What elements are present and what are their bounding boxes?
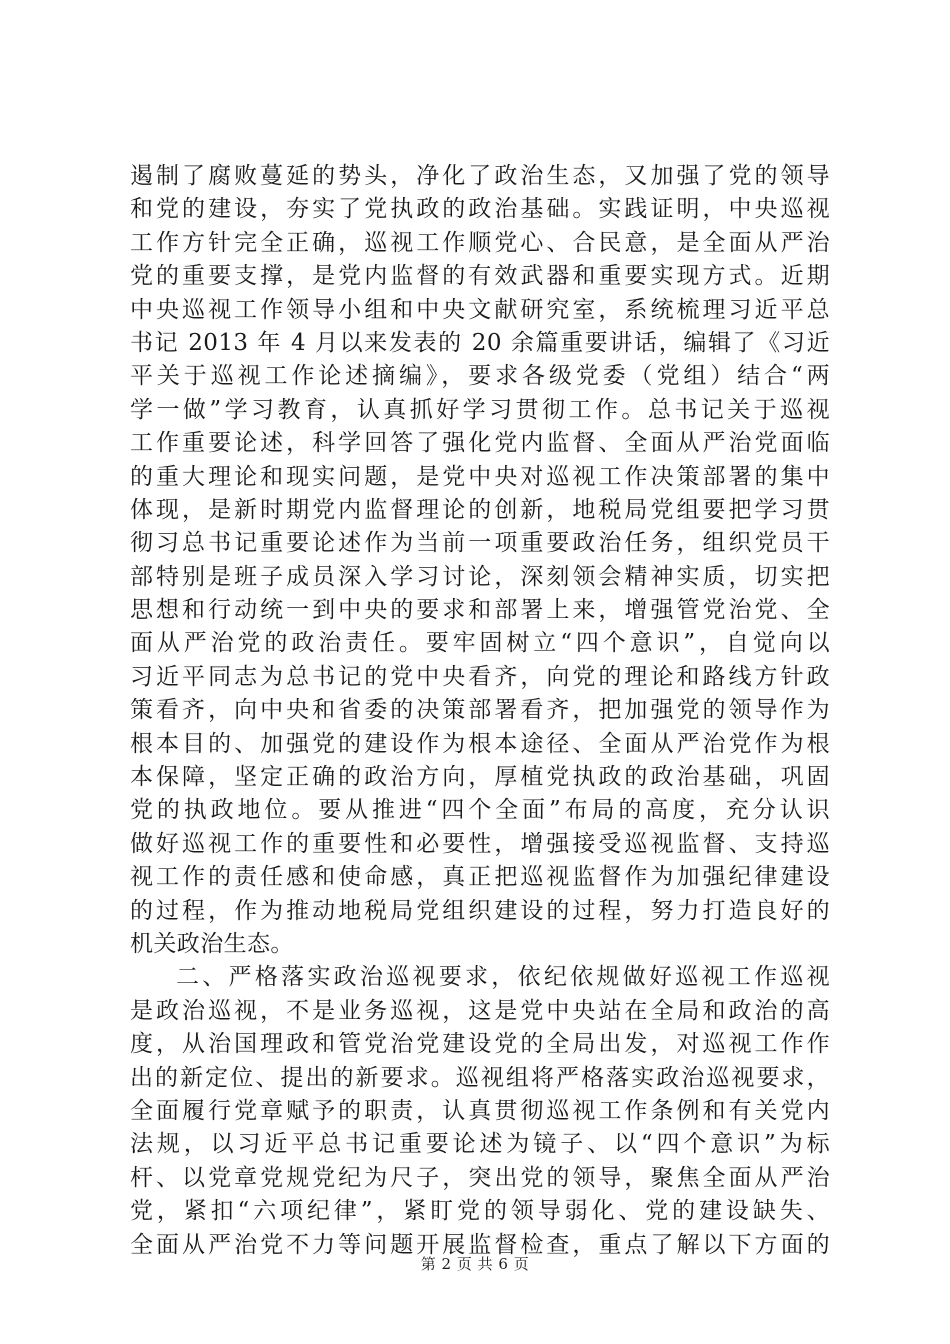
text-line: 视工作的责任感和使命感，真正把巡视监督作为加强纪律建设 <box>130 864 830 891</box>
text-line: 法规，以习近平总书记重要论述为镜子、以“四个意识”为标 <box>130 1131 830 1158</box>
text-line: 的过程，作为推动地税局党组织建设的过程，努力打造良好的 <box>130 897 830 924</box>
text-line: 党的重要支撑，是党内监督的有效武器和重要实现方式。近期 <box>130 263 830 290</box>
text-line: 根本目的、加强党的建设作为根本途径、全面从严治党作为根 <box>130 730 830 757</box>
text-line: 学一做”学习教育，认真抓好学习贯彻工作。总书记关于巡视 <box>130 396 830 423</box>
text-line: 工作重要论述，科学回答了强化党内监督、全面从严治党面临 <box>130 430 830 457</box>
text-line: 体现，是新时期党内监督理论的创新，地税局党组要把学习贯 <box>130 496 830 523</box>
paragraph-end-line: 机关政治生态。 <box>130 930 294 957</box>
text-line: 本保障，坚定正确的政治方向，厚植党执政的政治基础，巩固 <box>130 764 830 791</box>
text-line: 中央巡视工作领导小组和中央文献研究室，系统梳理习近平总 <box>130 296 830 323</box>
text-line: 全面从严治党不力等问题开展监督检查，重点了解以下方面的 <box>130 1231 830 1258</box>
text-line: 全面履行党章赋予的职责，认真贯彻巡视工作条例和有关党内 <box>130 1097 830 1124</box>
text-line: 杆、以党章党规党纪为尺子，突出党的领导，聚焦全面从严治 <box>130 1164 830 1191</box>
text-line: 思想和行动统一到中央的要求和部署上来，增强管党治党、全 <box>130 597 830 624</box>
text-line: 度，从治国理政和管党治党建设党的全局出发，对巡视工作作 <box>130 1031 830 1058</box>
text-line: 工作方针完全正确，巡视工作顺党心、合民意，是全面从严治 <box>130 229 830 256</box>
text-line: 彻习总书记重要论述作为当前一项重要政治任务，组织党员干 <box>130 530 830 557</box>
text-line: 和党的建设，夯实了党执政的政治基础。实践证明，中央巡视 <box>130 196 830 223</box>
text-line: 部特别是班子成员深入学习讨论，深刻领会精神实质，切实把 <box>130 563 830 590</box>
text-line: 面从严治党的政治责任。要牢固树立“四个意识”，自觉向以 <box>130 630 830 657</box>
text-line: 出的新定位、提出的新要求。巡视组将严格落实政治巡视要求， <box>130 1064 830 1091</box>
text-line: 党，紧扣“六项纪律”，紧盯党的领导弱化、党的建设缺失、 <box>130 1198 830 1225</box>
text-line: 的重大理论和现实问题，是党中央对巡视工作决策部署的集中 <box>130 463 830 490</box>
text-line: 平关于巡视工作论述摘编》，要求各级党委（党组）结合“两 <box>130 363 830 390</box>
text-line: 书记 2013 年 4 月以来发表的 20 余篇重要讲话，编辑了《习近 <box>130 329 830 356</box>
text-line: 是政治巡视，不是业务巡视，这是党中央站在全局和政治的高 <box>130 997 830 1024</box>
section-heading-line: 二、严格落实政治巡视要求，依纪依规做好巡视工作巡视 <box>176 964 830 991</box>
body-text <box>130 160 830 1262</box>
page-footer: 第 2 页 共 6 页 <box>420 1255 530 1273</box>
text-line: 习近平同志为总书记的党中央看齐，向党的理论和路线方针政 <box>130 663 830 690</box>
text-line: 党的执政地位。要从推进“四个全面”布局的高度，充分认识 <box>130 797 830 824</box>
text-line: 遏制了腐败蔓延的势头，净化了政治生态，又加强了党的领导 <box>130 163 830 189</box>
text-line: 做好巡视工作的重要性和必要性，增强接受巡视监督、支持巡 <box>130 830 830 857</box>
text-line: 策看齐，向中央和省委的决策部署看齐，把加强党的领导作为 <box>130 697 830 724</box>
